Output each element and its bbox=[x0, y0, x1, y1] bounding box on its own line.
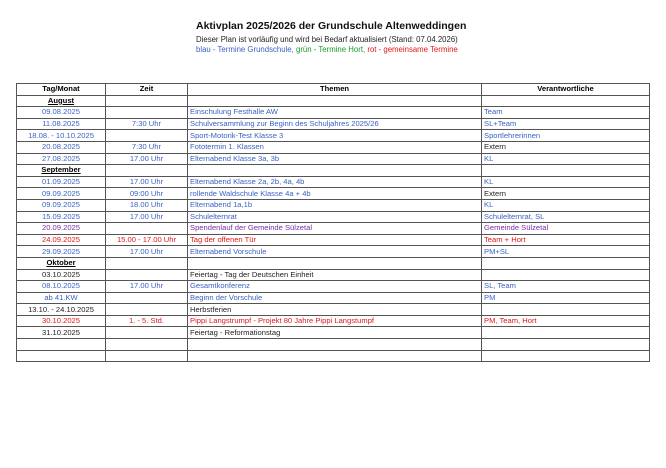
table-row bbox=[17, 269, 650, 281]
topic-cell: Elternabend Klasse 3a, 3b bbox=[188, 153, 482, 165]
topic-cell: Elternabend Klasse 2a, 2b, 4a, 4b bbox=[188, 176, 482, 188]
color-legend bbox=[196, 45, 466, 54]
responsible-cell bbox=[482, 269, 650, 281]
empty-cell bbox=[482, 165, 650, 177]
time-cell: 18.00 Uhr bbox=[106, 199, 188, 211]
table-row bbox=[17, 315, 650, 327]
time-cell: 17.00 Uhr bbox=[106, 211, 188, 223]
legend-red: rot - gemeinsame Termine bbox=[367, 45, 458, 54]
table-row bbox=[17, 118, 650, 130]
month-label: September bbox=[17, 165, 106, 177]
time-cell: 7:30 Uhr bbox=[106, 141, 188, 153]
time-cell: 17.00 Uhr bbox=[106, 246, 188, 258]
month-row bbox=[17, 165, 650, 177]
responsible-cell: Team bbox=[482, 107, 650, 119]
time-cell bbox=[106, 350, 188, 362]
date-cell: 03.10.2025 bbox=[17, 269, 106, 281]
empty-cell bbox=[188, 257, 482, 269]
topic-cell: Elternabend Vorschule bbox=[188, 246, 482, 258]
table-row bbox=[17, 153, 650, 165]
topic-cell: Elternabend 1a,1b bbox=[188, 199, 482, 211]
empty-cell bbox=[482, 95, 650, 107]
month-label: Oktober bbox=[17, 257, 106, 269]
responsible-cell bbox=[482, 304, 650, 316]
table-row bbox=[17, 130, 650, 142]
legend-blue: blau - Termine Grundschule, bbox=[196, 45, 294, 54]
responsible-cell: Schulelternrat, SL bbox=[482, 211, 650, 223]
column-header-date: Tag/Monat bbox=[17, 84, 106, 96]
date-cell: 09.08.2025 bbox=[17, 107, 106, 119]
table-row bbox=[17, 223, 650, 235]
topic-cell: Beginn der Vorschule bbox=[188, 292, 482, 304]
time-cell bbox=[106, 292, 188, 304]
topic-cell: Spendenlauf der Gemeinde Sülzetal bbox=[188, 223, 482, 235]
document-header bbox=[196, 20, 466, 54]
empty-cell bbox=[188, 165, 482, 177]
responsible-cell: Extern bbox=[482, 141, 650, 153]
time-cell bbox=[106, 107, 188, 119]
time-cell bbox=[106, 304, 188, 316]
topic-cell: Pippi Langstrumpf - Projekt 80 Jahre Pippi Langstumpf bbox=[188, 315, 482, 327]
date-cell: 20.09.2025 bbox=[17, 223, 106, 235]
date-cell: 13.10. - 24.10.2025 bbox=[17, 304, 106, 316]
date-cell: 30.10.2025 bbox=[17, 315, 106, 327]
empty-cell bbox=[188, 95, 482, 107]
time-cell: 17.00 Uhr bbox=[106, 153, 188, 165]
date-cell: 01.09.2025 bbox=[17, 176, 106, 188]
date-cell: 09.09.2025 bbox=[17, 199, 106, 211]
empty-cell bbox=[106, 165, 188, 177]
date-cell: 11.08.2025 bbox=[17, 118, 106, 130]
responsible-cell bbox=[482, 339, 650, 351]
date-cell: 09.09.2025 bbox=[17, 188, 106, 200]
responsible-cell: SL+Team bbox=[482, 118, 650, 130]
document-title: Aktivplan 2025/2026 der Grundschule Altenweddingen bbox=[196, 20, 467, 32]
responsible-cell bbox=[482, 327, 650, 339]
table-row bbox=[17, 141, 650, 153]
time-cell bbox=[106, 130, 188, 142]
topic-cell: Gesamtkonferenz bbox=[188, 281, 482, 293]
responsible-cell: KL bbox=[482, 199, 650, 211]
table-row bbox=[17, 234, 650, 246]
date-cell bbox=[17, 350, 106, 362]
schedule-table bbox=[16, 83, 650, 362]
date-cell: 18.08. - 10.10.2025 bbox=[17, 130, 106, 142]
topic-cell: Schulversammlung zur Beginn des Schuljahres 2025/26 bbox=[188, 118, 482, 130]
responsible-cell: PM+SL bbox=[482, 246, 650, 258]
document-subtitle: Dieser Plan ist vorläufig und wird bei Bedarf aktualisiert (Stand: 07.04.2026) bbox=[196, 35, 458, 44]
responsible-cell: KL bbox=[482, 153, 650, 165]
topic-cell: Schulelternrat bbox=[188, 211, 482, 223]
month-row bbox=[17, 257, 650, 269]
table-row bbox=[17, 304, 650, 316]
table-header-row bbox=[17, 84, 650, 96]
empty-cell bbox=[482, 257, 650, 269]
table-row bbox=[17, 188, 650, 200]
responsible-cell: Team + Hort bbox=[482, 234, 650, 246]
table-body bbox=[17, 95, 650, 362]
topic-cell bbox=[188, 350, 482, 362]
topic-cell: rollende Waldschule Klasse 4a + 4b bbox=[188, 188, 482, 200]
topic-cell: Tag der offenen Tür bbox=[188, 234, 482, 246]
topic-cell: Einschulung Festhalle AW bbox=[188, 107, 482, 119]
responsible-cell: Extern bbox=[482, 188, 650, 200]
time-cell: 17.00 Uhr bbox=[106, 281, 188, 293]
date-cell: 15.09.2025 bbox=[17, 211, 106, 223]
date-cell: 24.09.2025 bbox=[17, 234, 106, 246]
time-cell bbox=[106, 223, 188, 235]
table-row bbox=[17, 327, 650, 339]
topic-cell: Sport-Motorik-Test Klasse 3 bbox=[188, 130, 482, 142]
time-cell: 7:30 Uhr bbox=[106, 118, 188, 130]
date-cell: ab 41.KW bbox=[17, 292, 106, 304]
time-cell bbox=[106, 339, 188, 351]
column-header-time: Zeit bbox=[106, 84, 188, 96]
responsible-cell: SL, Team bbox=[482, 281, 650, 293]
table-row bbox=[17, 339, 650, 351]
date-cell: 27.08.2025 bbox=[17, 153, 106, 165]
date-cell: 08.10.2025 bbox=[17, 281, 106, 293]
date-cell: 29.09.2025 bbox=[17, 246, 106, 258]
topic-cell: Feiertag - Reformationstag bbox=[188, 327, 482, 339]
responsible-cell: KL bbox=[482, 176, 650, 188]
empty-cell bbox=[106, 95, 188, 107]
table-row bbox=[17, 281, 650, 293]
responsible-cell: PM bbox=[482, 292, 650, 304]
table-row bbox=[17, 246, 650, 258]
time-cell: 09:00 Uhr bbox=[106, 188, 188, 200]
responsible-cell: Sportlehrerinnen bbox=[482, 130, 650, 142]
date-cell bbox=[17, 339, 106, 351]
topic-cell: Fototermin 1. Klassen bbox=[188, 141, 482, 153]
table-row bbox=[17, 211, 650, 223]
table-row bbox=[17, 292, 650, 304]
responsible-cell: PM, Team, Hort bbox=[482, 315, 650, 327]
topic-cell: Feiertag - Tag der Deutschen Einheit bbox=[188, 269, 482, 281]
empty-cell bbox=[106, 257, 188, 269]
table-row bbox=[17, 199, 650, 211]
date-cell: 20.08.2025 bbox=[17, 141, 106, 153]
time-cell: 1. - 5. Std. bbox=[106, 315, 188, 327]
topic-cell bbox=[188, 339, 482, 351]
date-cell: 31.10.2025 bbox=[17, 327, 106, 339]
table-row bbox=[17, 350, 650, 362]
table-row bbox=[17, 176, 650, 188]
table-row bbox=[17, 107, 650, 119]
topic-cell: Herbstferien bbox=[188, 304, 482, 316]
responsible-cell: Gemeinde Sülzetal bbox=[482, 223, 650, 235]
legend-green: grün - Termine Hort, bbox=[295, 45, 366, 54]
time-cell: 17.00 Uhr bbox=[106, 176, 188, 188]
month-row bbox=[17, 95, 650, 107]
column-header-topic: Themen bbox=[188, 84, 482, 96]
month-label: August bbox=[17, 95, 106, 107]
column-header-responsible: Verantwortliche bbox=[482, 84, 650, 96]
time-cell bbox=[106, 327, 188, 339]
time-cell: 15.00 - 17.00 Uhr bbox=[106, 234, 188, 246]
time-cell bbox=[106, 269, 188, 281]
responsible-cell bbox=[482, 350, 650, 362]
